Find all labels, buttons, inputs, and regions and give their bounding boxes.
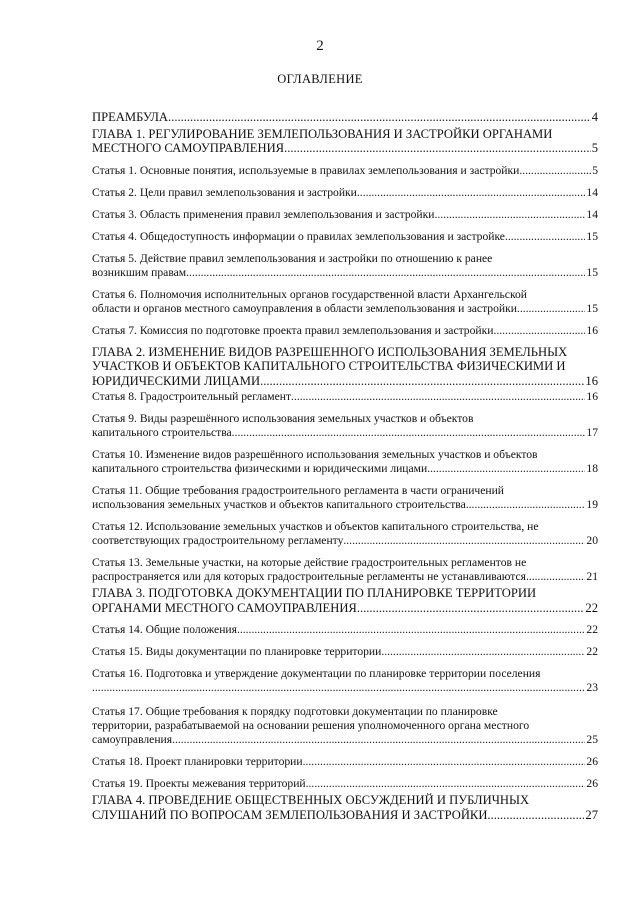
- dot-leader: [291, 390, 585, 404]
- toc-article-entry[interactable]: [92, 208, 598, 222]
- toc-entry-title: Статья 7. Комиссия по подготовке проекта правил землепользования и застройки: [92, 323, 494, 337]
- toc-page-number: 25: [586, 733, 598, 746]
- toc-entry-title: Статья 19. Проекты межевания территорий: [92, 777, 306, 790]
- toc-chapter-entry[interactable]: [92, 586, 598, 615]
- toc-chapter-entry[interactable]: [92, 793, 598, 822]
- dot-leader: [519, 164, 591, 178]
- toc-page-number: 5: [592, 163, 598, 177]
- toc-entry-title: Статья 8. Градостроительный регламент: [92, 390, 292, 403]
- toc-entry-line: Статья 5. Действие правил землепользования и застройки по отношению к ранее: [92, 251, 493, 265]
- toc-article-entry[interactable]: [92, 186, 598, 200]
- table-of-contents: [92, 110, 598, 822]
- toc-page-number: 17: [586, 426, 598, 439]
- toc-article-entry[interactable]: [92, 252, 598, 280]
- toc-article-entry[interactable]: [92, 288, 598, 316]
- toc-page-number: 14: [586, 207, 598, 221]
- toc-article-entry[interactable]: [92, 777, 598, 791]
- dot-leader: [381, 645, 585, 659]
- toc-article-entry[interactable]: [92, 705, 598, 747]
- toc-article-entry[interactable]: [92, 390, 598, 404]
- dot-leader: [427, 462, 585, 476]
- toc-article-entry[interactable]: [92, 230, 598, 244]
- toc-entry-line: ГЛАВА 1. РЕГУЛИРОВАНИЕ ЗЕМЛЕПОЛЬЗОВАНИЯ И ЗАСТРОЙКИ ОРГАНАМИ: [92, 126, 553, 141]
- toc-page-number: 23: [586, 681, 598, 694]
- dot-leader: [92, 681, 585, 695]
- toc-entry-title: СЛУШАНИЙ ПО ВОПРОСАМ ЗЕМЛЕПОЛЬЗОВАНИЯ И ЗАСТРОЙКИ: [92, 807, 488, 822]
- toc-entry-title: соответствующих градостроительному регламенту: [92, 534, 344, 547]
- toc-entry-title: Статья 3. Область применения правил землепользования и застройки: [92, 207, 435, 221]
- toc-article-entry[interactable]: [92, 667, 598, 695]
- toc-entry-title: возникшим правам: [92, 265, 187, 279]
- toc-article-entry[interactable]: [92, 484, 598, 512]
- dot-leader: [237, 623, 585, 637]
- toc-chapter-entry[interactable]: [92, 110, 598, 125]
- toc-article-entry[interactable]: [92, 645, 598, 659]
- toc-entry-title: области и органов местного самоуправления в области землепользования и застройки: [92, 301, 517, 315]
- toc-page-number: 26: [586, 755, 598, 768]
- toc-page-number: 16: [586, 390, 598, 403]
- toc-entry-title: ПРЕАМБУЛА: [92, 110, 169, 124]
- toc-article-entry[interactable]: [92, 556, 598, 584]
- toc-entry-line: Статья 13. Земельные участки, на которые действие градостроительных регламентов не: [92, 556, 527, 569]
- toc-article-entry[interactable]: [92, 412, 598, 440]
- toc-article-entry[interactable]: [92, 623, 598, 637]
- toc-entry-line: ГЛАВА 2. ИЗМЕНЕНИЕ ВИДОВ РАЗРЕШЕННОГО ИСПОЛЬЗОВАНИЯ ЗЕМЕЛЬНЫХ: [92, 344, 568, 359]
- toc-page-number: 16: [585, 373, 598, 388]
- toc-page-number: 15: [586, 265, 598, 279]
- toc-page-number: 5: [591, 141, 598, 155]
- dot-leader: [466, 498, 586, 512]
- toc-entry-line: Статья 12. Использование земельных участков и объектов капитального строительства, не: [92, 520, 539, 533]
- toc-page-number: 26: [586, 777, 598, 790]
- toc-entry-title: Статья 18. Проект планировки территории: [92, 755, 303, 768]
- dot-leader: [172, 733, 585, 747]
- toc-article-entry[interactable]: [92, 520, 598, 548]
- toc-entry-line: Статья 6. Полномочия исполнительных органов государственной власти Архангельской: [92, 287, 528, 301]
- toc-entry-title: распространяется или для которых градостроительные регламенты не устанавливаются: [92, 570, 526, 583]
- toc-page-number: 27: [585, 807, 598, 822]
- toc-entry-line: Статья 17. Общие требования к порядку подготовки документации по планировке: [92, 705, 498, 718]
- toc-entry-title: Статья 4. Общедоступность информации о правилах землепользования и застройке: [92, 229, 505, 243]
- toc-entry-title: использования земельных участков и объектов капитального строительства: [92, 498, 466, 511]
- toc-entry-title: Статья 1. Основные понятия, используемые в правилах землепользования и застройки: [92, 163, 520, 177]
- toc-page-number: 22: [586, 645, 598, 658]
- dot-leader: [306, 777, 586, 791]
- dot-leader: [303, 755, 586, 769]
- toc-entry-line: ГЛАВА 3. ПОДГОТОВКА ДОКУМЕНТАЦИИ ПО ПЛАНИРОВКЕ ТЕРРИТОРИИ: [92, 586, 537, 600]
- dot-leader: [505, 230, 585, 244]
- toc-entry-line: Статья 9. Виды разрешённого использования земельных участков и объектов: [92, 412, 474, 425]
- toc-page-number: 19: [586, 498, 598, 511]
- toc-page-number: 20: [586, 534, 598, 547]
- toc-page-number: 21: [586, 570, 598, 583]
- page-number: 2: [316, 38, 324, 54]
- toc-entry-line: Статья 10. Изменение видов разрешённого использования земельных участков и объектов: [92, 448, 538, 461]
- toc-page-number: 18: [586, 462, 598, 475]
- toc-article-entry[interactable]: [92, 448, 598, 476]
- toc-article-entry[interactable]: [92, 324, 598, 338]
- toc-entry-title: ОРГАНАМИ МЕСТНОГО САМОУПРАВЛЕНИЯ: [92, 600, 357, 615]
- toc-page-number: 4: [591, 110, 598, 124]
- dot-leader: [186, 266, 585, 280]
- dot-leader: [357, 601, 585, 616]
- toc-chapter-entry[interactable]: [92, 127, 598, 156]
- toc-chapter-entry[interactable]: [92, 345, 598, 389]
- toc-entry-line: Статья 16. Подготовка и утверждение документации по планировке территории поселения: [92, 667, 541, 680]
- dot-leader: [168, 110, 591, 125]
- toc-entry-title: ЮРИДИЧЕСКИМИ ЛИЦАМИ: [92, 373, 261, 388]
- toc-entry-line: УЧАСТКОВ И ОБЪЕКТОВ КАПИТАЛЬНОГО СТРОИТЕЛЬСТВА ФИЗИЧЕСКИМИ И: [92, 359, 566, 373]
- toc-page-number: 22: [586, 623, 598, 636]
- dot-leader: [260, 374, 584, 389]
- toc-title: ОГЛАВЛЕНИЕ: [277, 72, 363, 86]
- toc-entry-title: самоуправления: [92, 733, 173, 746]
- toc-entry-title: капитального строительства: [92, 426, 232, 439]
- toc-page-number: 14: [586, 185, 598, 199]
- toc-page-number: 16: [586, 323, 598, 337]
- toc-entry-title: Статья 2. Цели правил землепользования и застройки: [92, 185, 357, 199]
- dot-leader: [517, 302, 585, 316]
- toc-entry-line: Статья 11. Общие требования градостроительного регламента в части ограничений: [92, 484, 505, 497]
- dot-leader: [487, 808, 584, 823]
- toc-page-number: 15: [586, 229, 598, 243]
- toc-article-entry[interactable]: [92, 755, 598, 769]
- toc-entry-title: Статья 15. Виды документации по планировке территории: [92, 645, 382, 658]
- toc-page-number: 15: [586, 301, 598, 315]
- toc-entry-title: капитального строительства физическими и юридическими лицами: [92, 462, 428, 475]
- toc-entry-title: Статья 14. Общие положения: [92, 623, 237, 636]
- dot-leader: [493, 324, 585, 338]
- dot-leader: [284, 141, 591, 156]
- dot-leader: [526, 570, 585, 584]
- dot-leader: [343, 534, 585, 548]
- dot-leader: [232, 426, 586, 440]
- toc-article-entry[interactable]: [92, 164, 598, 178]
- toc-entry-line: территории, разрабатываемой на основании решения уполномоченного органа местного: [92, 719, 530, 732]
- toc-entry-line: ГЛАВА 4. ПРОВЕДЕНИЕ ОБЩЕСТВЕННЫХ ОБСУЖДЕНИЙ И ПУБЛИЧНЫХ: [92, 793, 530, 807]
- toc-page-number: 22: [585, 600, 598, 615]
- toc-entry-title: МЕСТНОГО САМОУПРАВЛЕНИЯ: [92, 141, 285, 155]
- dot-leader: [357, 186, 586, 200]
- dot-leader: [434, 208, 585, 222]
